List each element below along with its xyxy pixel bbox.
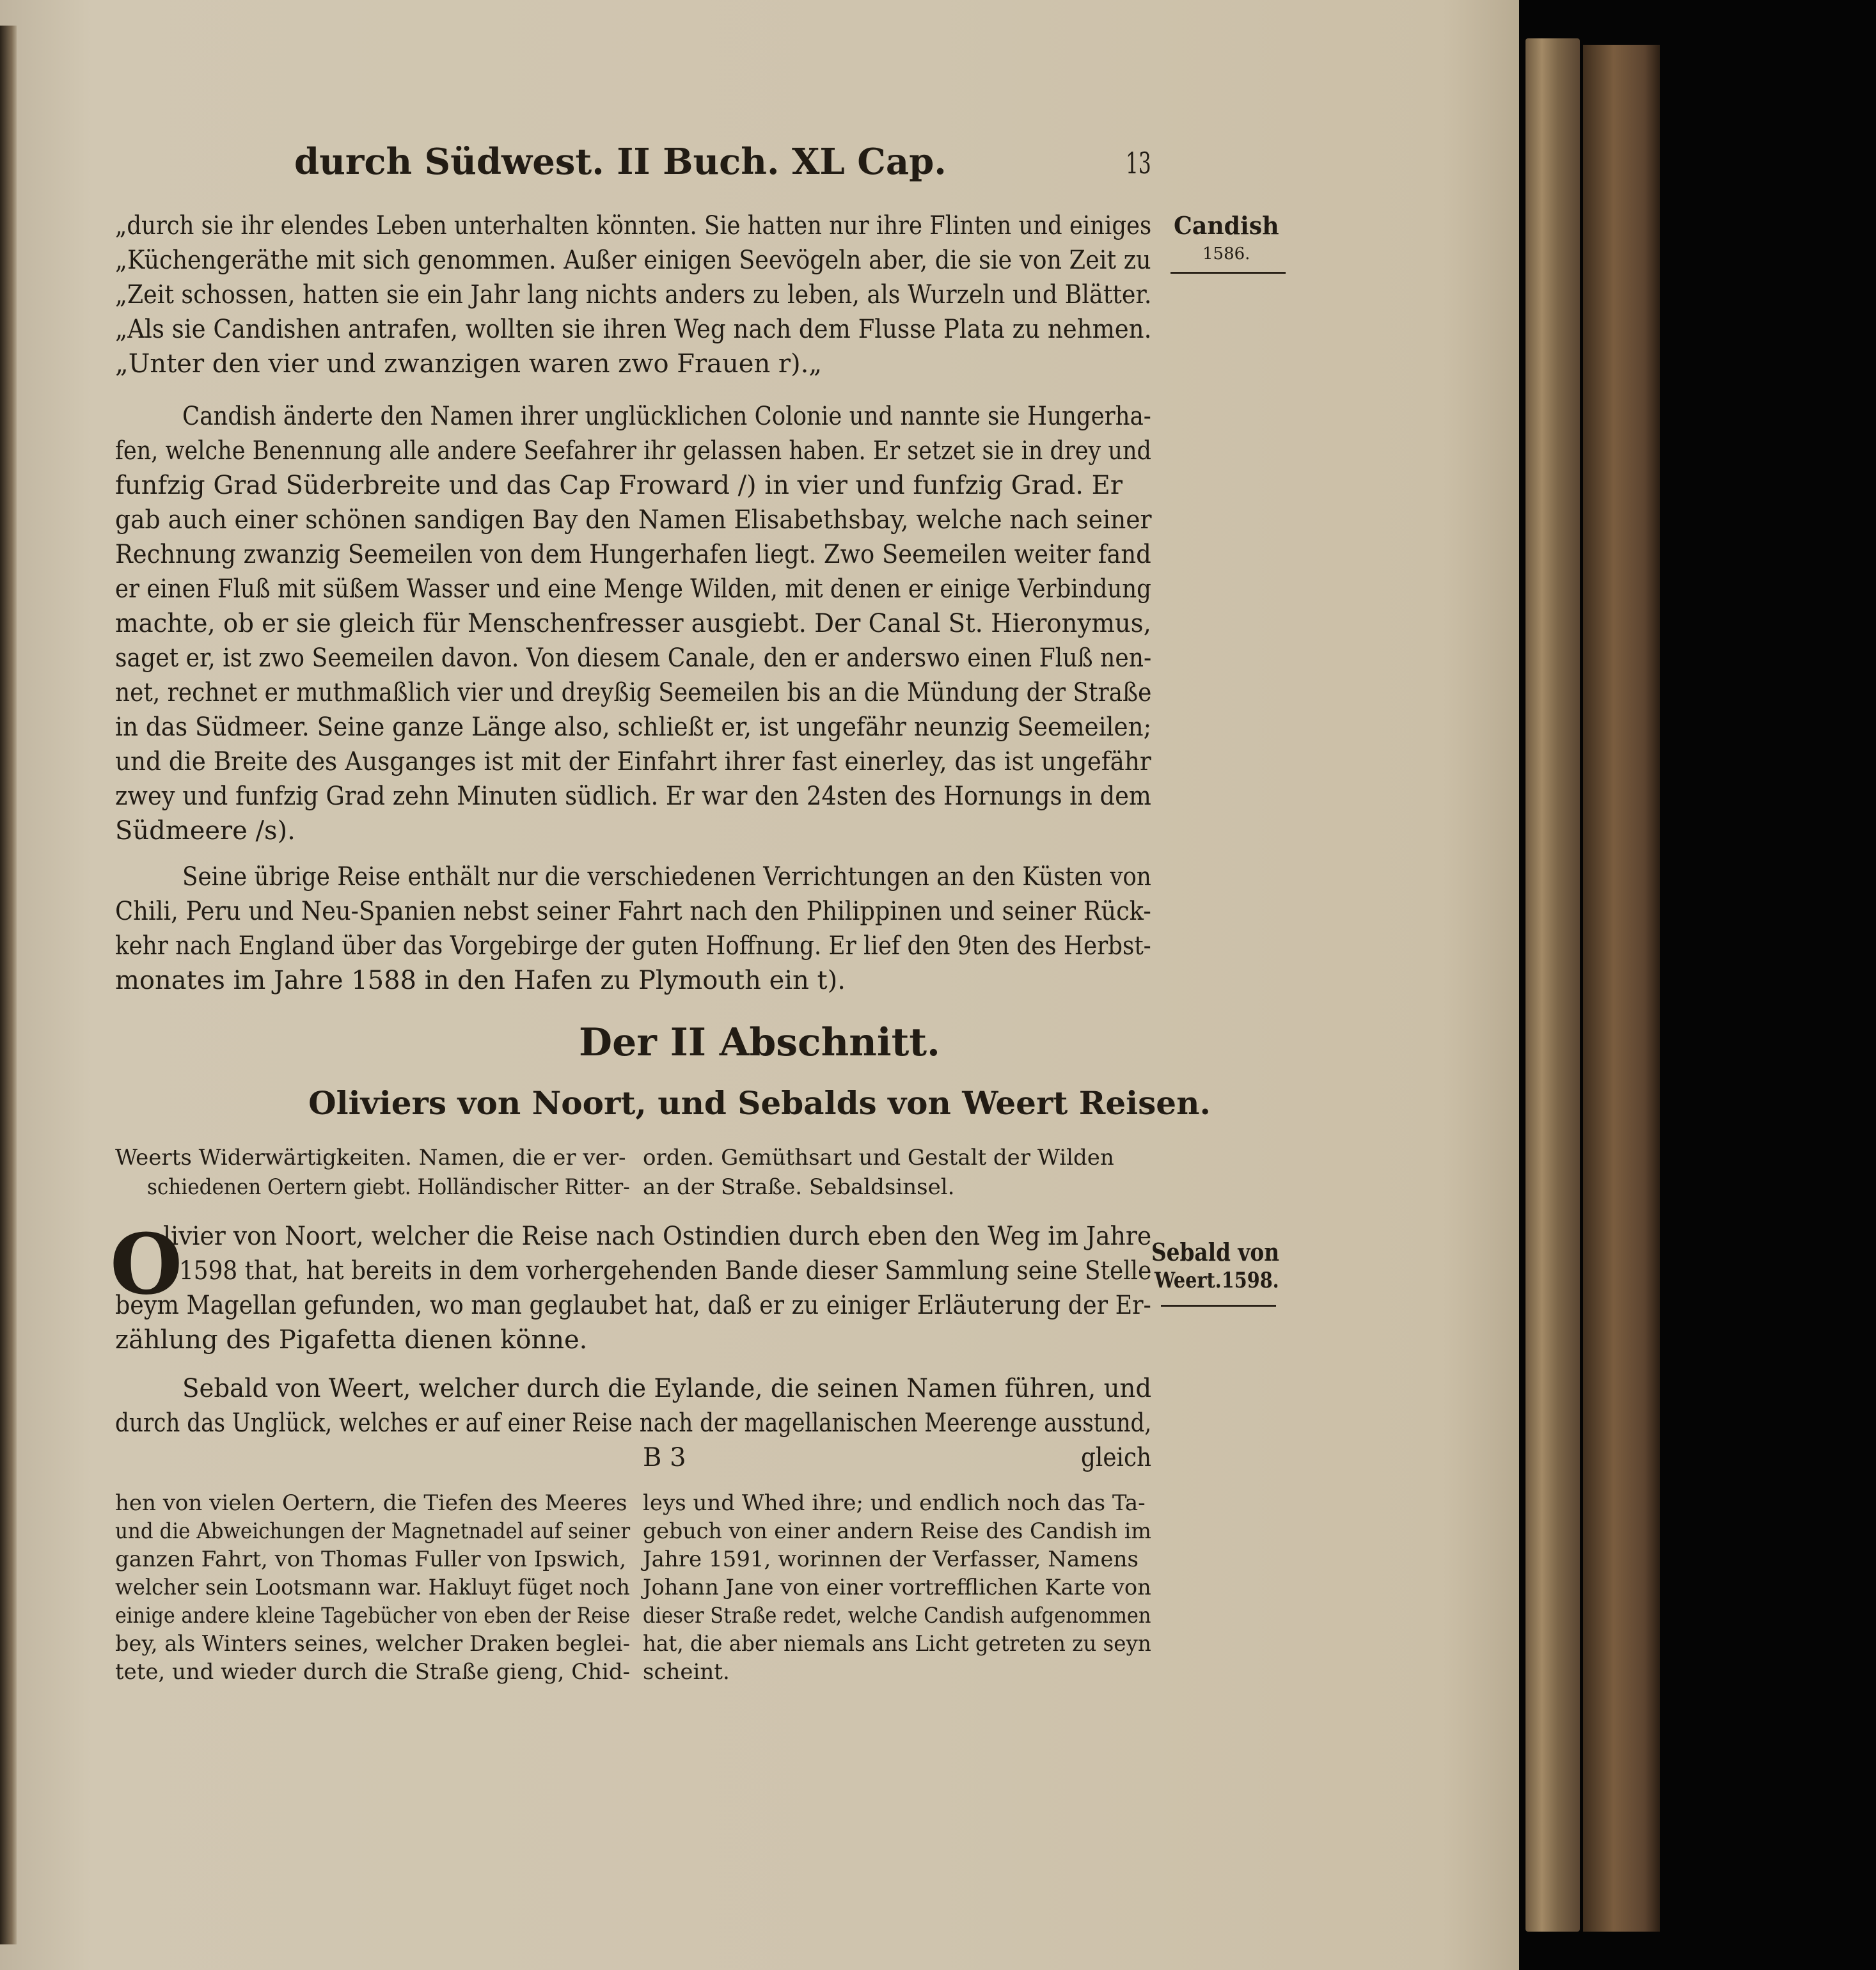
running-title: durch Südwest. II Buch. XL Cap. — [294, 141, 947, 183]
page-gutter-shadow — [0, 26, 17, 1944]
footnote-right-line: Jahre 1591, worinnen der Verfasser, Namens — [643, 1547, 1139, 1572]
signature-mark: B 3 — [643, 1443, 686, 1472]
text-line: und die Breite des Ausganges ist mit der Einfahrt ihrer fast einerley, das ist ungefähr — [115, 747, 1151, 776]
footnote-right-line: dieser Straße redet, welche Candish aufgenommen — [643, 1603, 1151, 1628]
footnote-left-line: welcher sein Lootsmann war. Hakluyt füget noch — [115, 1575, 630, 1600]
text-line: „Küchengeräthe mit sich genommen. Außer einigen Seevögeln aber, die sie von Zeit zu — [115, 246, 1151, 275]
text-line: monates im Jahre 1588 in den Hafen zu Plymouth ein t). — [115, 966, 846, 995]
section-subtitle: Oliviers von Noort, und Sebalds von Weert Reisen. — [308, 1084, 1211, 1122]
margin-note-sebald-title: Sebald von — [1151, 1238, 1280, 1266]
text-line: funfzig Grad Süderbreite und das Cap Froward /) in vier und funfzig Grad. Er — [115, 471, 1123, 500]
footnote-left-line: hen von vielen Oertern, die Tiefen des Meeres — [115, 1490, 627, 1516]
footnote-left-line: bey, als Winters seines, welcher Draken beglei- — [115, 1631, 630, 1657]
text-line: „Unter den vier und zwanzigen waren zwo Frauen r).„ — [115, 349, 823, 379]
text-line: Chili, Peru und Neu-Spanien nebst seiner Fahrt nach den Philippinen und seiner Rück- — [115, 897, 1151, 926]
catchword: gleich — [1081, 1443, 1152, 1472]
text-line: Sebald von Weert, welcher durch die Eylande, die seinen Namen führen, und — [182, 1374, 1152, 1403]
text-line: „Zeit schossen, hatten sie ein Jahr lang nichts anders zu leben, als Wurzeln und Blätter. — [115, 280, 1152, 310]
text-line: beym Magellan gefunden, wo man geglaubet hat, daß er zu einiger Erläuterung der Er- — [115, 1291, 1151, 1320]
page-edges — [1525, 38, 1580, 1932]
text-line: fen, welche Benennung alle andere Seefahrer ihr gelassen haben. Er setzet sie in drey und — [115, 436, 1151, 466]
text-line: er einen Fluß mit süßem Wasser und eine Menge Wilden, mit denen er einige Verbindung — [115, 574, 1151, 604]
text-line: kehr nach England über das Vorgebirge der guten Hoffnung. Er lief den 9ten des Herbst- — [115, 931, 1151, 961]
text-line: zwey und funfzig Grad zehn Minuten südlich. Er war den 24sten des Hornungs in dem — [115, 782, 1151, 811]
margin-note-bracket — [1171, 272, 1286, 274]
margin-note-candish-year: 1586. — [1202, 244, 1250, 264]
text-line: „durch sie ihr elendes Leben unterhalten könnten. Sie hatten nur ihre Flinten und einiges — [115, 211, 1152, 240]
text-line: Candish änderte den Namen ihrer unglücklichen Colonie und nannte sie Hungerha- — [182, 402, 1151, 431]
section-heading: Der II Abschnitt. — [579, 1020, 940, 1065]
summary-right-line: an der Straße. Sebaldsinsel. — [643, 1174, 955, 1200]
text-line: zählung des Pigafetta dienen könne. — [115, 1325, 588, 1355]
text-line: „Als sie Candishen antrafen, wollten sie ihren Weg nach dem Flusse Plata zu nehmen. — [115, 315, 1152, 344]
footnote-right-line: hat, die aber niemals ans Licht getreten zu seyn — [643, 1631, 1151, 1657]
text-line: machte, ob er sie gleich für Menschenfresser ausgiebt. Der Canal St. Hieronymus, — [115, 609, 1151, 638]
text-line: Seine übrige Reise enthält nur die verschiedenen Verrichtungen an den Küsten von — [182, 862, 1151, 892]
text-line: livier von Noort, welcher die Reise nach Ostindien durch eben den Weg im Jahre — [163, 1222, 1152, 1251]
drop-cap-initial: O — [110, 1215, 183, 1313]
page-number: 13 — [1126, 146, 1151, 180]
summary-right-line: orden. Gemüthsart und Gestalt der Wilden — [643, 1145, 1114, 1170]
summary-left-line: schiedenen Oertern giebt. Holländischer Ritter- — [147, 1174, 630, 1200]
footnote-left-line: ganzen Fahrt, von Thomas Fuller von Ipswich, — [115, 1547, 627, 1572]
footnote-right-line: gebuch von einer andern Reise des Candish im — [643, 1518, 1151, 1544]
margin-note-bracket — [1161, 1305, 1276, 1307]
footnote-left-line: tete, und wieder durch die Straße gieng, Chid- — [115, 1659, 631, 1685]
text-line: gab auch einer schönen sandigen Bay den Namen Elisabethsbay, welche nach seiner — [115, 505, 1152, 535]
footnote-right-line: scheint. — [643, 1659, 730, 1685]
footnote-left-line: einige andere kleine Tagebücher von eben der Reise — [115, 1603, 631, 1628]
footnote-right-line: leys und Whed ihre; und endlich noch das Ta- — [643, 1490, 1146, 1516]
footnote-right-line: Johann Jane von einer vortrefflichen Karte von — [643, 1575, 1151, 1600]
text-line: durch das Unglück, welches er auf einer Reise nach der magellanischen Meerenge ausstund, — [115, 1408, 1152, 1438]
footnote-left-line: und die Abweichungen der Magnetnadel auf seiner — [115, 1518, 631, 1544]
margin-note-candish-title: Candish — [1174, 211, 1279, 240]
book-cover-edge — [1583, 45, 1660, 1932]
margin-note-sebald-year: Weert.1598. — [1155, 1268, 1279, 1293]
text-line: 1598 that, hat bereits in dem vorhergehenden Bande dieser Sammlung seine Stelle — [179, 1256, 1152, 1286]
summary-left-line: Weerts Widerwärtigkeiten. Namen, die er ver- — [115, 1145, 626, 1170]
text-line: Rechnung zwanzig Seemeilen von dem Hungerhafen liegt. Zwo Seemeilen weiter fand — [115, 540, 1151, 569]
text-line: in das Südmeer. Seine ganze Länge also, schließt er, ist ungefähr neunzig Seemeilen; — [115, 713, 1152, 742]
text-line: Südmeere /s). — [115, 816, 296, 846]
text-line: saget er, ist zwo Seemeilen davon. Von diesem Canale, den er anderswo einen Fluß nen- — [115, 643, 1152, 673]
text-line: net, rechnet er muthmaßlich vier und dreyßig Seemeilen bis an die Mündung der Straße — [115, 678, 1152, 707]
